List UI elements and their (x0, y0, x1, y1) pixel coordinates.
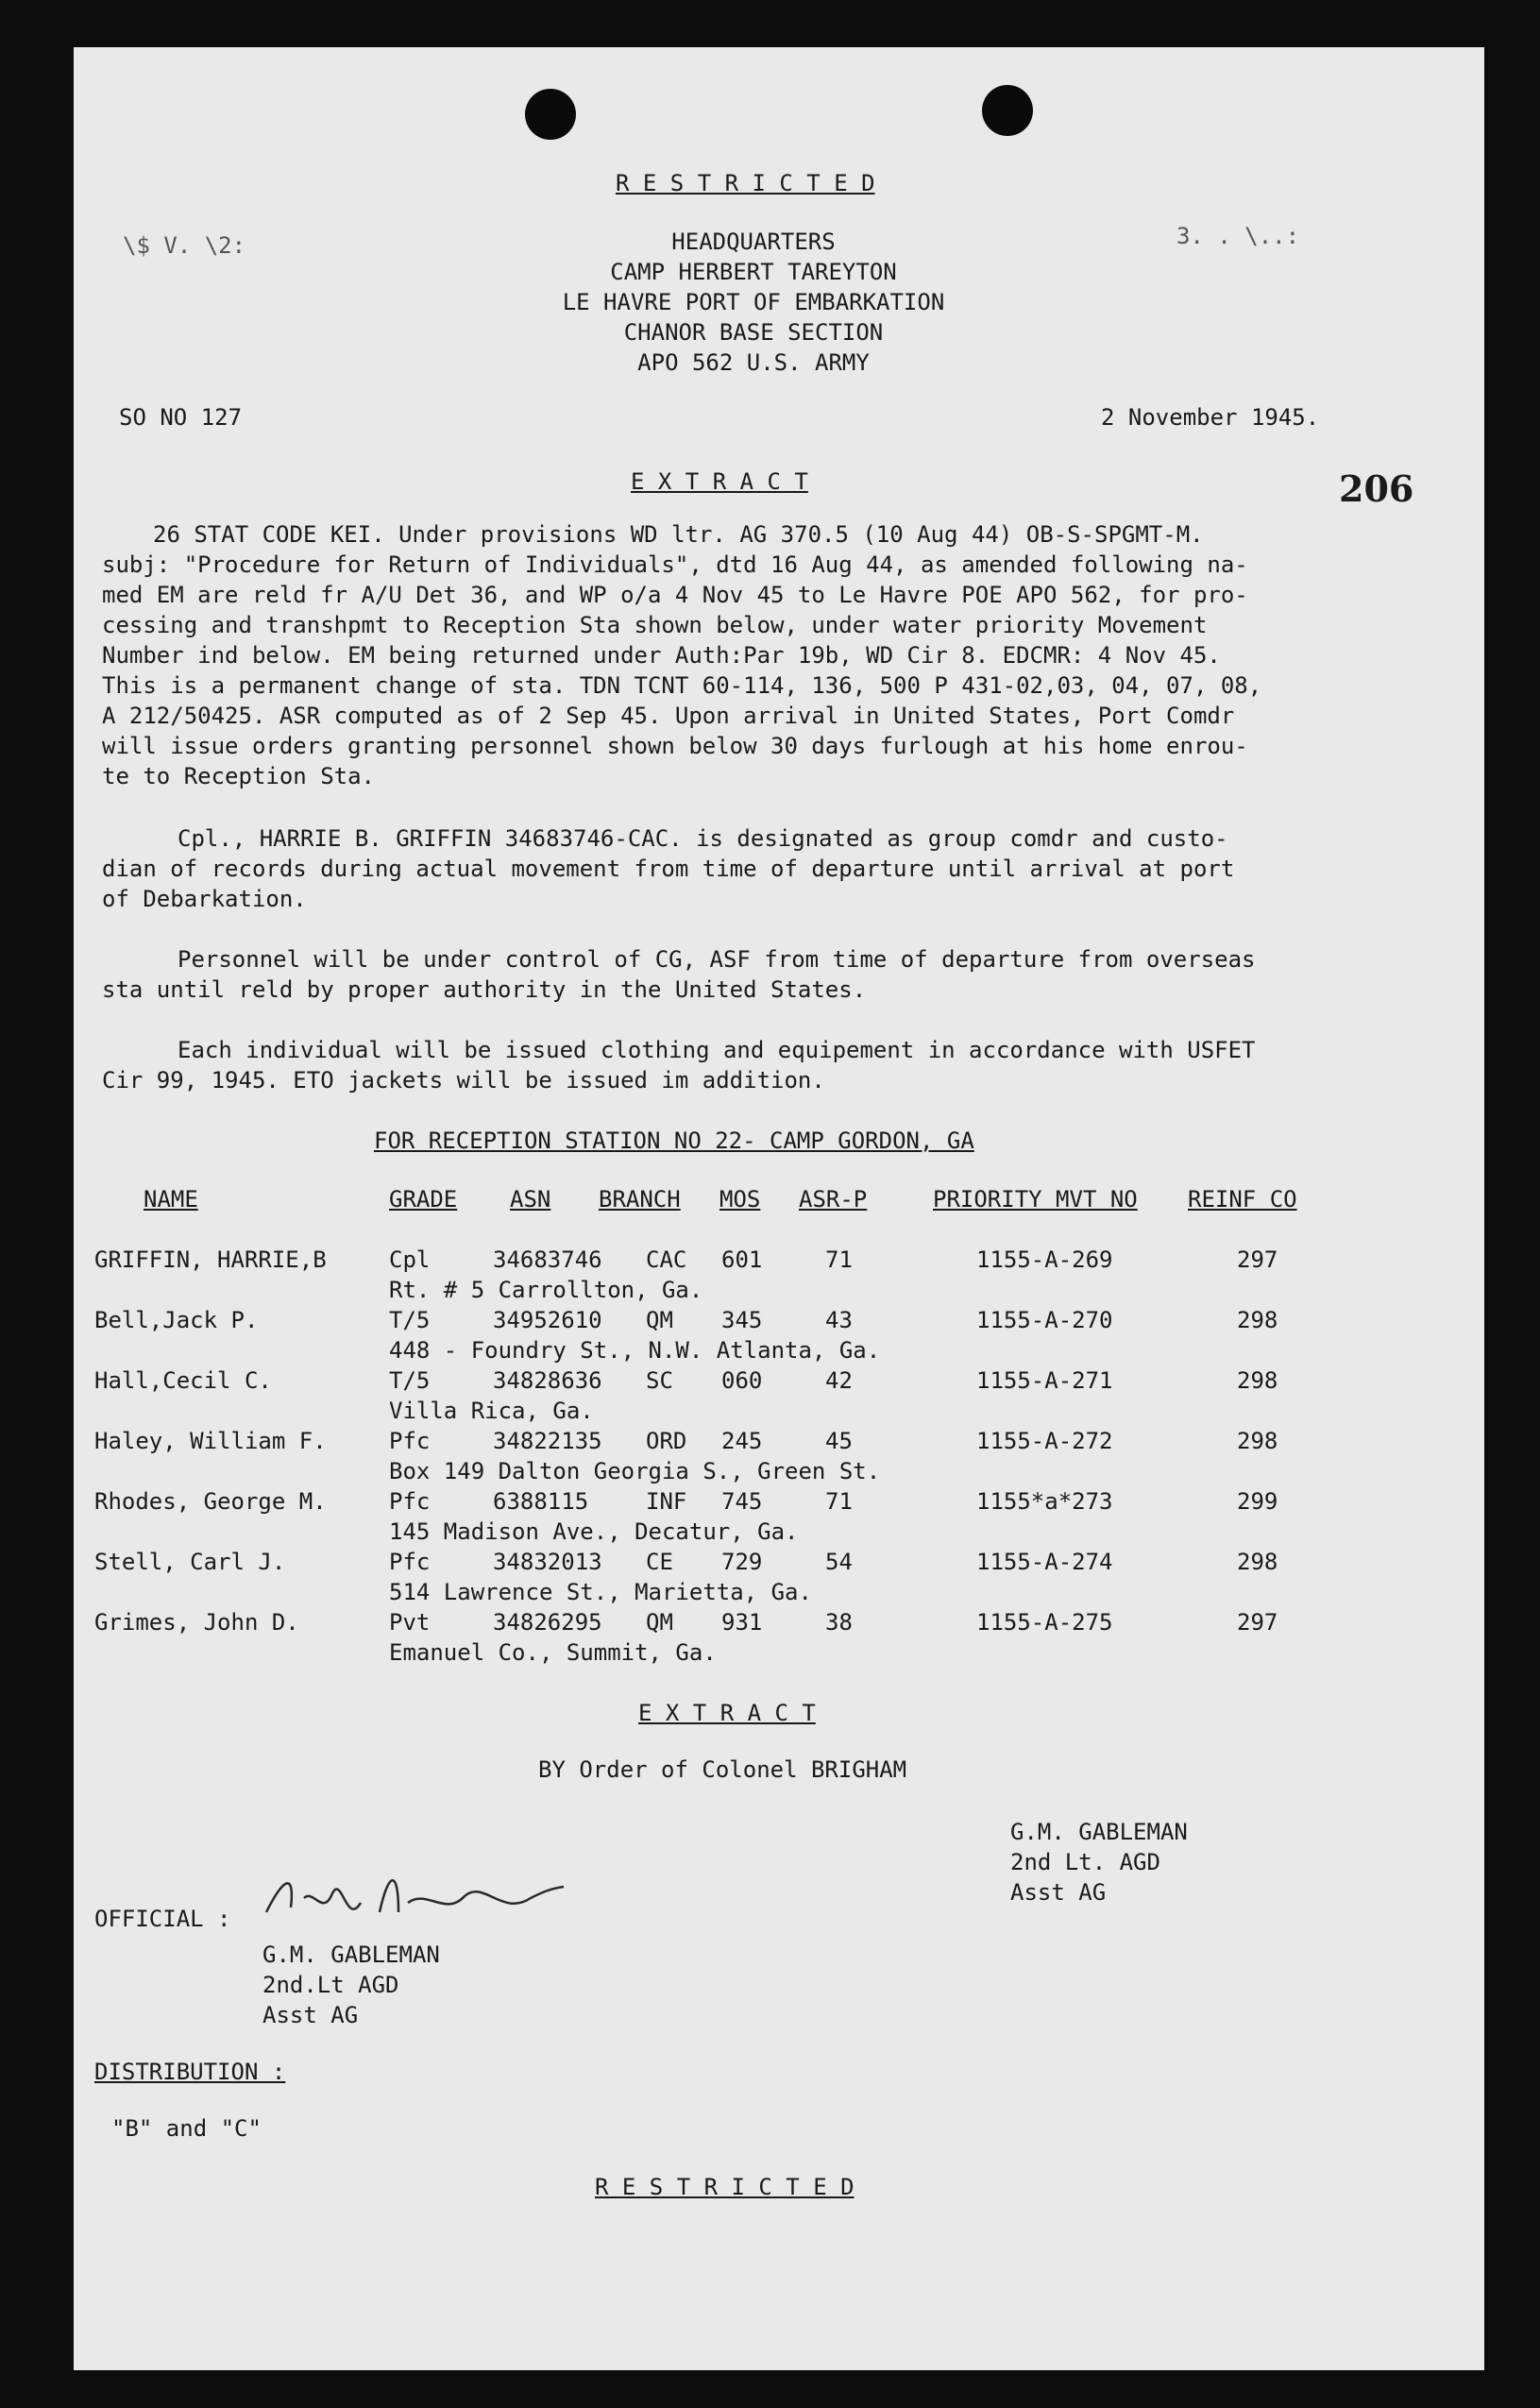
paragraph-2-line: Cpl., HARRIE B. GRIFFIN 34683746-CAC. is designated as group comdr and custo- (178, 825, 1228, 852)
classification-bottom: R E S T R I C T E D (595, 2174, 855, 2200)
soldier-mos: 060 (721, 1367, 763, 1394)
paragraph-1-line: 26 STAT CODE KEI. Under provisions WD ltr. AG 370.5 (10 Aug 44) OB-S-SPGMT-M. (153, 521, 1204, 548)
org-line-2: CAMP HERBERT TAREYTON (610, 259, 897, 285)
soldier-reinf: 298 (1237, 1549, 1278, 1575)
soldier-name: GRIFFIN, HARRIE,B (94, 1246, 327, 1273)
soldier-mvt: 1155-A-269 (976, 1246, 1113, 1273)
org-line-4: CHANOR BASE SECTION (623, 319, 884, 346)
paragraph-1-line: te to Reception Sta. (102, 763, 375, 789)
column-header-mos: MOS (719, 1186, 761, 1212)
soldier-asr: 71 (825, 1488, 853, 1515)
reception-station-heading: FOR RECEPTION STATION NO 22- CAMP GORDON, GA (374, 1128, 974, 1154)
soldier-branch: INF (646, 1488, 687, 1515)
soldier-mvt: 1155-A-272 (976, 1428, 1113, 1454)
soldier-mvt: 1155*a*273 (976, 1488, 1113, 1515)
soldier-asr: 43 (825, 1307, 853, 1333)
soldier-grade: Pfc (389, 1488, 431, 1515)
org-line-3: LE HAVRE PORT OF EMBARKATION (562, 289, 945, 315)
soldier-asn: 34952610 (493, 1307, 602, 1333)
soldier-address: 448 - Foundry St., N.W. Atlanta, Ga. (389, 1337, 881, 1364)
official-label: OFFICIAL : (94, 1906, 231, 1932)
soldier-grade: T/5 (389, 1367, 431, 1394)
soldier-asn: 34822135 (493, 1428, 602, 1454)
corner-mark-left: \$ V. \2: (123, 232, 246, 259)
paragraph-4-line: Each individual will be issued clothing and equipement in accordance with USFET (178, 1037, 1256, 1063)
column-header-priority: PRIORITY MVT NO (933, 1186, 1138, 1212)
punch-hole-right (982, 85, 1033, 136)
soldier-mos: 345 (721, 1307, 763, 1333)
soldier-mos: 729 (721, 1549, 763, 1575)
distribution-label: DISTRIBUTION : (94, 2059, 286, 2085)
soldier-asn: 34828636 (493, 1367, 602, 1394)
soldier-address: Emanuel Co., Summit, Ga. (389, 1639, 717, 1666)
soldier-name: Bell,Jack P. (94, 1307, 259, 1333)
column-header-grade: GRADE (389, 1186, 458, 1212)
soldier-mvt: 1155-A-275 (976, 1609, 1113, 1636)
extract-footer-title: E X T R A C T (638, 1700, 816, 1726)
order-date: 2 November 1945. (1101, 404, 1320, 431)
soldier-address: Box 149 Dalton Georgia S., Green St. (389, 1458, 881, 1484)
soldier-branch: CAC (646, 1246, 687, 1273)
distribution-value: "B" and "C" (111, 2115, 262, 2142)
soldier-reinf: 298 (1237, 1367, 1278, 1394)
corner-mark-right: 3. . \..: (1176, 223, 1300, 249)
extract-title: E X T R A C T (631, 468, 808, 495)
column-header-asn: ASN (510, 1186, 551, 1212)
paragraph-1-line: med EM are reld fr A/U Det 36, and WP o/a 4 Nov 45 to Le Havre POE APO 562, for pro- (102, 582, 1248, 608)
soldier-reinf: 297 (1237, 1246, 1278, 1273)
paragraph-4-line: Cir 99, 1945. ETO jackets will be issued im addition. (102, 1067, 825, 1094)
soldier-branch: QM (646, 1609, 673, 1636)
signer-rank: 2nd Lt. AGD (1010, 1849, 1160, 1875)
soldier-address: Rt. # 5 Carrollton, Ga. (389, 1277, 703, 1303)
soldier-asr: 45 (825, 1428, 853, 1454)
paragraph-1-line: A 212/50425. ASR computed as of 2 Sep 45. Upon arrival in United States, Port Comdr (102, 703, 1235, 729)
soldier-mos: 245 (721, 1428, 763, 1454)
document-page (74, 47, 1484, 2370)
signer-name: G.M. GABLEMAN (1010, 1819, 1188, 1845)
soldier-name: Rhodes, George M. (94, 1488, 327, 1515)
paragraph-1-line: Number ind below. EM being returned under Auth:Par 19b, WD Cir 8. EDCMR: 4 Nov 45. (102, 642, 1221, 669)
soldier-grade: Pfc (389, 1549, 431, 1575)
soldier-mos: 931 (721, 1609, 763, 1636)
paragraph-1-line: This is a permanent change of sta. TDN TCNT 60-114, 136, 500 P 431-02,03, 04, 07, 08, (102, 672, 1262, 699)
soldier-name: Grimes, John D. (94, 1609, 299, 1636)
paragraph-1-line: cessing and transhpmt to Reception Sta shown below, under water priority Movement (102, 612, 1208, 638)
soldier-asn: 34826295 (493, 1609, 602, 1636)
column-header-reinf: REINF CO (1188, 1186, 1297, 1212)
soldier-branch: ORD (646, 1428, 687, 1454)
soldier-asn: 34832013 (493, 1549, 602, 1575)
soldier-asn: 34683746 (493, 1246, 602, 1273)
punch-hole-left (525, 89, 576, 140)
official-title: Asst AG (262, 2002, 359, 2028)
soldier-asr: 42 (825, 1367, 853, 1394)
soldier-mvt: 1155-A-271 (976, 1367, 1113, 1394)
soldier-mos: 601 (721, 1246, 763, 1273)
classification-top: R E S T R I C T E D (616, 170, 875, 196)
by-order-line: BY Order of Colonel BRIGHAM (538, 1756, 907, 1783)
soldier-asr: 71 (825, 1246, 853, 1273)
signer-title: Asst AG (1010, 1879, 1107, 1906)
handwritten-signature (257, 1870, 568, 1945)
soldier-reinf: 299 (1237, 1488, 1278, 1515)
paragraph-2-line: of Debarkation. (102, 886, 307, 912)
soldier-branch: SC (646, 1367, 673, 1394)
soldier-grade: Pfc (389, 1428, 431, 1454)
soldier-address: Villa Rica, Ga. (389, 1398, 594, 1424)
soldier-asn: 6388115 (493, 1488, 589, 1515)
soldier-branch: QM (646, 1307, 673, 1333)
soldier-name: Stell, Carl J. (94, 1549, 286, 1575)
soldier-grade: Pvt (389, 1609, 431, 1636)
soldier-asr: 38 (825, 1609, 853, 1636)
soldier-grade: T/5 (389, 1307, 431, 1333)
soldier-address: 514 Lawrence St., Marietta, Ga. (389, 1579, 812, 1605)
paragraph-1-line: will issue orders granting personnel shown below 30 days furlough at his home enrou- (102, 733, 1248, 759)
soldier-address: 145 Madison Ave., Decatur, Ga. (389, 1518, 799, 1545)
soldier-reinf: 298 (1237, 1428, 1278, 1454)
column-header-name: NAME (144, 1186, 198, 1212)
soldier-reinf: 298 (1237, 1307, 1278, 1333)
column-header-branch: BRANCH (599, 1186, 681, 1212)
paragraph-2-line: dian of records during actual movement from time of departure until arrival at port (102, 856, 1235, 882)
column-header-asr: ASR-P (799, 1186, 868, 1212)
page-number-stamp: 206 (1339, 467, 1414, 510)
org-line-5: APO 562 U.S. ARMY (637, 349, 870, 376)
soldier-mvt: 1155-A-270 (976, 1307, 1113, 1333)
org-line-1: HEADQUARTERS (671, 229, 836, 255)
paragraph-3-line: sta until reld by proper authority in the United States. (102, 976, 867, 1003)
soldier-asr: 54 (825, 1549, 853, 1575)
special-orders-number: SO NO 127 (119, 404, 243, 431)
soldier-mos: 745 (721, 1488, 763, 1515)
paragraph-3-line: Personnel will be under control of CG, ASF from time of departure from overseas (178, 946, 1256, 973)
soldier-mvt: 1155-A-274 (976, 1549, 1113, 1575)
official-rank: 2nd.Lt AGD (262, 1972, 399, 1998)
soldier-name: Hall,Cecil C. (94, 1367, 272, 1394)
official-name: G.M. GABLEMAN (262, 1942, 440, 1968)
paragraph-1-line: subj: "Procedure for Return of Individuals", dtd 16 Aug 44, as amended following na- (102, 551, 1248, 578)
soldier-grade: Cpl (389, 1246, 431, 1273)
soldier-name: Haley, William F. (94, 1428, 327, 1454)
soldier-branch: CE (646, 1549, 673, 1575)
soldier-reinf: 297 (1237, 1609, 1278, 1636)
